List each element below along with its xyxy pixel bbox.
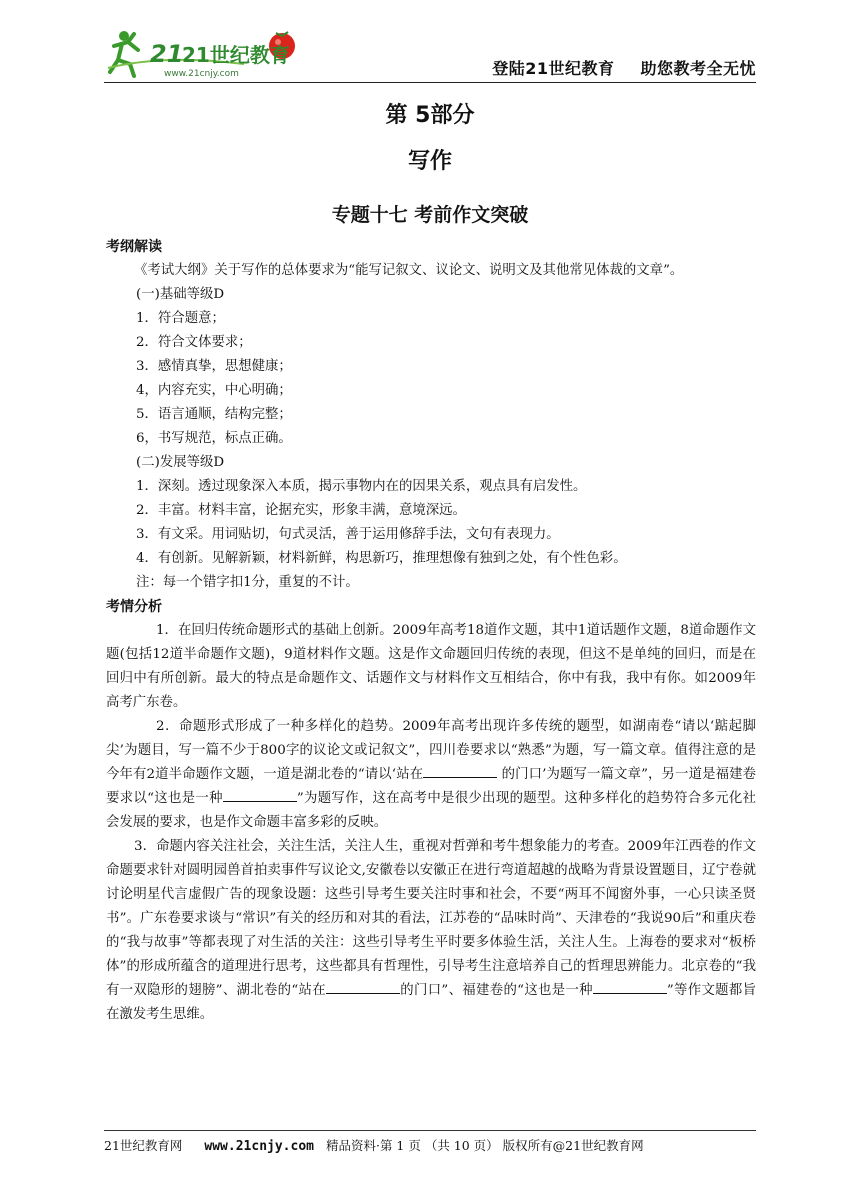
page-footer (104, 1136, 756, 1154)
analysis-paragraph-3 (106, 835, 756, 1027)
slogan-tagline: 助您教考全无忧 (640, 59, 756, 78)
para2-text-c: ”为题写作，这在高考中是很少出现的题型。这种多样化的趋势符合多元化社会发展的要求，也是作文命题丰富多彩的反映。 (106, 791, 756, 830)
logo-text: 21世纪教育 (182, 43, 290, 67)
heading-syllabus: 考纲解读 (106, 239, 162, 255)
footer-url-link[interactable]: www.21cnjy.com (204, 1139, 314, 1154)
section-title: 写作 (407, 149, 452, 174)
analysis-paragraph-1: 1．在回归传统命题形式的基础上创新。2009年高考18道作文题，其中1道话题作文题，8道命题作文题(包括12道半命题作文题)，9道材料作文题。这是作文命题回归传统的表现，但这不是单纯的回归，而是在回归中有所创新。最大的特点是命题作文、话题作文与材料作文互相结合，你中有我，我中有你。如2009年高考广东卷。 (106, 623, 756, 710)
logo-url: www.21cnjy.com (164, 69, 239, 79)
dev-item: 1．深刻。透过现象深入本质，揭示事物内在的因果关系，观点具有启发性。 (136, 479, 587, 494)
basic-item: 2．符合文体要求； (136, 335, 252, 350)
dev-level-title: (二)发展等级D (136, 455, 225, 470)
header-divider (104, 82, 756, 83)
para3-text-c: ”等作文题都旨在激发考生思维。 (106, 983, 756, 1022)
para2-text-a: 2．命题形式形成了一种多样化的趋势。2009年高考出现许多传统的题型，如湖南卷“请以‘踮起脚尖’为题目，写一篇不少于800字的议论文或记叙文”，四川卷要求以“熟悉”为题，写一篇文章。值得注意的是今年有2道半命题作文题，一道是湖北卷的“请以‘站在 (106, 719, 756, 782)
footer-divider (104, 1130, 756, 1131)
part-title: 第 5部分 (385, 103, 475, 128)
article-body (106, 235, 756, 1027)
basic-level-title: (一)基础等级D (136, 287, 225, 302)
analysis-paragraph-2 (106, 715, 756, 835)
para3-text-a: 3．命题内容关注社会，关注生活，关注人生，重视对哲弹和考牛想象能力的考查。2009年江西卷的作文命题要求针对圆明园兽首拍卖事件写议论文,安徽卷以安徽正在进行弯道超越的战略为背景设置题目，辽宁卷就讨论明星代言虚假广告的现象设题：这些引导考生要关注时事和社会，不要“两耳不闻窗外事，一心只读圣贤书”。广东卷要求谈与“常识”有关的经历和对其的看法，江苏卷的“品味时尚”、天津卷的“我说90后”和重庆卷的“我与故事”等都表现了对生活的关注：这些引导考生平时要多体验生活，关注人生。上海卷的要求对“板桥体”的形成所蕴含的道理进行思考，这些都具有哲理性，引导考生注意培养自己的哲理思辨能力。北京卷的“我有一双隐形的翅膀”、湖北卷的“站在 (106, 839, 756, 998)
para2-text-b: 的门口’为题写一篇文章”，另一道是福建卷要求以“这也是一种 (106, 767, 757, 806)
header-slogan (466, 56, 756, 79)
fill-blank (326, 979, 400, 994)
site-logo[interactable] (104, 24, 314, 80)
logo-graphic (104, 24, 314, 80)
footer-page-info: 精品资料·第 1 页 （共 10 页） 版权所有@21世纪教育网 (325, 1138, 644, 1153)
page-header (104, 20, 756, 82)
svg-text:21: 21 (150, 40, 184, 68)
intro-paragraph: 《考试大纲》关于写作的总体要求为“能写记叙文、议论文、说明文及其他常见体裁的文章”。 (134, 263, 684, 278)
slogan-login: 登陆21世纪教育 (492, 59, 615, 78)
scoring-note: 注：每一个错字扣1分，重复的不计。 (136, 575, 359, 590)
dev-item: 4．有创新。见解新颖，材料新鲜，构思新巧，推理想像有独到之处，有个性色彩。 (136, 551, 627, 566)
basic-item: 1．符合题意； (136, 311, 225, 326)
footer-site: 21世纪教育网 (104, 1138, 183, 1153)
basic-item: 4，内容充实，中心明确； (136, 383, 292, 398)
dev-item: 2．丰富。材料丰富，论据充实，形象丰满，意境深远。 (136, 503, 466, 518)
topic-title: 专题十七 考前作文突破 (331, 204, 529, 226)
fill-blank (593, 979, 667, 994)
dev-item: 3．有文采。用词贴切，句式灵活，善于运用修辞手法，文句有表现力。 (136, 527, 560, 542)
basic-item: 5．语言通顺，结构完整； (136, 407, 292, 422)
basic-item: 3．感情真挚，思想健康； (136, 359, 292, 374)
heading-analysis: 考情分析 (106, 599, 162, 615)
fill-blank (223, 787, 297, 802)
basic-item: 6，书写规范，标点正确。 (136, 431, 292, 446)
para3-text-b: 的门口”、福建卷的“这也是一种 (399, 983, 593, 998)
fill-blank (423, 763, 497, 778)
